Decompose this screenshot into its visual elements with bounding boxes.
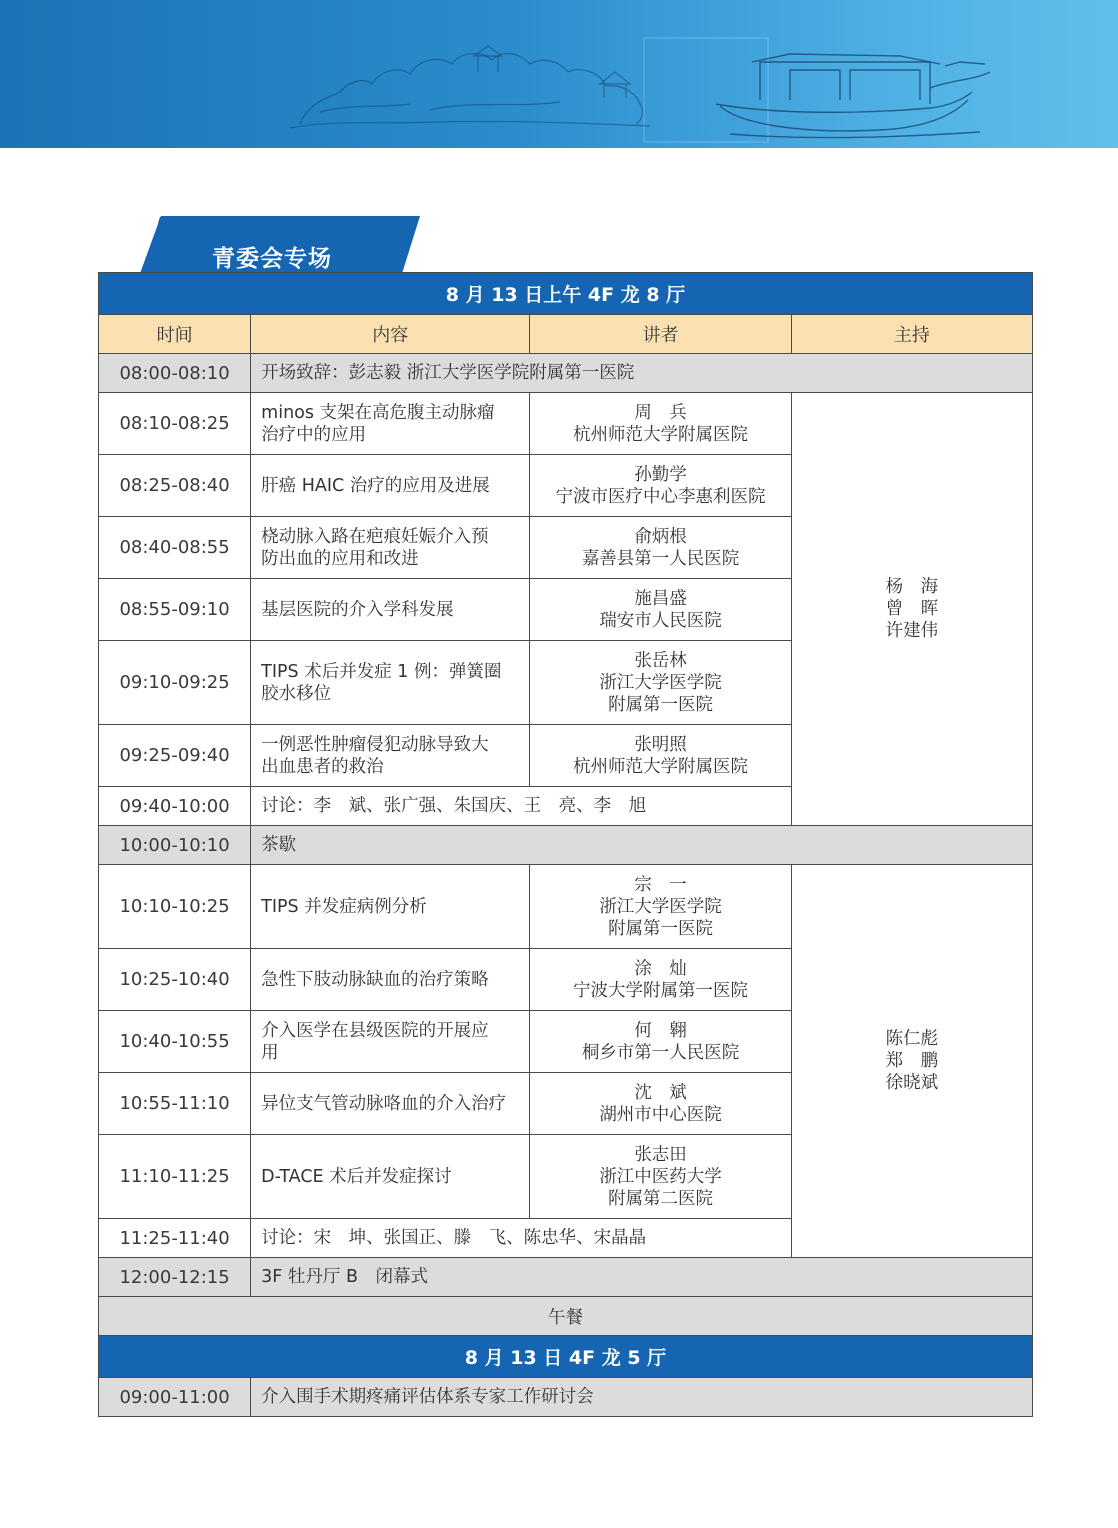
speaker-affiliation: 湖州市中心医院 (599, 1104, 722, 1125)
content-line: TIPS 并发症病例分析 (261, 896, 427, 917)
row-time: 09:00-11:00 (99, 1378, 251, 1417)
host-cell (791, 865, 1032, 1258)
content-line: 介入医学在县级医院的开展应 (261, 1020, 489, 1041)
content-line: minos 支架在高危腹主动脉瘤 (261, 402, 495, 423)
table-row (99, 1297, 1033, 1336)
row-time: 10:00-10:10 (99, 826, 251, 865)
column-header-time: 时间 (99, 315, 251, 354)
speaker-affiliation: 杭州师范大学附属医院 (573, 424, 749, 445)
row-content (251, 641, 530, 725)
content-line: 桡动脉入路在疤痕妊娠介入预 (261, 526, 489, 547)
session-header (99, 1336, 1033, 1378)
table-row (99, 865, 1033, 949)
row-speaker (530, 1135, 791, 1219)
content-line: D-TACE 术后并发症探讨 (261, 1166, 452, 1187)
row-time: 08:55-09:10 (99, 579, 251, 641)
speaker-name: 施昌盛 (634, 588, 687, 609)
column-header-row (99, 315, 1033, 354)
host-name: 杨 海 (885, 577, 939, 597)
row-time: 08:00-08:10 (99, 354, 251, 393)
host-name: 郑 鹏 (885, 1051, 939, 1071)
row-time: 09:10-09:25 (99, 641, 251, 725)
content-line: 用 (261, 1042, 279, 1063)
row-content (251, 725, 530, 787)
host-cell (791, 393, 1032, 826)
row-content (251, 865, 530, 949)
speaker-name: 俞炳根 (634, 526, 687, 547)
speaker-affiliation: 杭州师范大学附属医院 (573, 756, 749, 777)
row-content (251, 517, 530, 579)
row-time: 08:10-08:25 (99, 393, 251, 455)
content-line: 治疗中的应用 (261, 424, 367, 445)
row-content: 开场致辞：彭志毅 浙江大学医学院附属第一医院 (251, 354, 1033, 393)
speaker-affiliation: 附属第二医院 (608, 1188, 714, 1209)
row-speaker (530, 949, 791, 1011)
row-time: 09:25-09:40 (99, 725, 251, 787)
row-speaker (530, 725, 791, 787)
row-time: 11:25-11:40 (99, 1219, 251, 1258)
row-time: 10:25-10:40 (99, 949, 251, 1011)
row-time: 10:55-11:10 (99, 1073, 251, 1135)
column-header-host: 主持 (791, 315, 1032, 354)
speaker-affiliation: 附属第一医院 (608, 694, 714, 715)
row-speaker (530, 579, 791, 641)
content-line: TIPS 术后并发症 1 例：弹簧圈 (261, 661, 502, 682)
content-line: 基层医院的介入学科发展 (261, 599, 454, 620)
table-row (99, 826, 1033, 865)
speaker-name: 何 翱 (634, 1020, 687, 1041)
session-header (99, 273, 1033, 315)
host-name: 陈仁彪 (885, 1029, 939, 1049)
row-time: 12:00-12:15 (99, 1258, 251, 1297)
speaker-affiliation: 宁波大学附属第一医院 (573, 980, 749, 1001)
host-name: 徐晓斌 (885, 1073, 939, 1093)
table-row (99, 1258, 1033, 1297)
row-content (251, 1011, 530, 1073)
row-content (251, 393, 530, 455)
content-line: 防出血的应用和改进 (261, 548, 419, 569)
row-time: 11:10-11:25 (99, 1135, 251, 1219)
content-line: 一例恶性肿瘤侵犯动脉导致大 (261, 734, 489, 755)
speaker-name: 张明照 (634, 734, 687, 755)
content-line: 异位支气管动脉咯血的介入治疗 (261, 1093, 507, 1114)
row-time: 10:40-10:55 (99, 1011, 251, 1073)
speaker-affiliation: 浙江大学医学院 (599, 672, 722, 693)
row-content: 茶歇 (251, 826, 1033, 865)
row-speaker (530, 865, 791, 949)
content-line: 胶水移位 (261, 683, 332, 704)
content-line: 出血患者的救治 (261, 756, 384, 777)
content-line: 急性下肢动脉缺血的治疗策略 (261, 969, 489, 990)
speaker-affiliation: 瑞安市人民医院 (599, 610, 722, 631)
landscape-illustration (0, 0, 1118, 148)
section-title: 青委会专场 (212, 246, 332, 272)
row-speaker (530, 1011, 791, 1073)
header-banner (0, 0, 1118, 148)
speaker-name: 张志田 (634, 1144, 687, 1165)
session-header-text: 8 月 13 日 4F 龙 5 厅 (99, 1336, 1033, 1378)
column-header-content: 内容 (251, 315, 530, 354)
session-header-text: 8 月 13 日上午 4F 龙 8 厅 (99, 273, 1033, 315)
table-row (99, 1378, 1033, 1417)
row-content (251, 579, 530, 641)
schedule-table (98, 272, 1033, 1417)
row-time: 08:25-08:40 (99, 455, 251, 517)
row-content (251, 1135, 530, 1219)
speaker-affiliation: 桐乡市第一人民医院 (581, 1042, 740, 1063)
row-time: 09:40-10:00 (99, 787, 251, 826)
speaker-name: 宗 一 (634, 874, 687, 895)
row-content (251, 1073, 530, 1135)
speaker-name: 沈 斌 (634, 1082, 687, 1103)
speaker-name: 周 兵 (634, 402, 687, 423)
speaker-affiliation: 宁波市医疗中心李惠利医院 (555, 486, 766, 507)
speaker-affiliation: 浙江大学医学院 (599, 896, 722, 917)
content-line: 肝癌 HAIC 治疗的应用及进展 (261, 475, 490, 496)
row-speaker (530, 393, 791, 455)
speaker-affiliation: 嘉善县第一人民医院 (581, 548, 740, 569)
row-content (251, 455, 530, 517)
row-time: 08:40-08:55 (99, 517, 251, 579)
row-content: 3F 牡丹厅 B 闭幕式 (251, 1258, 1033, 1297)
speaker-affiliation: 附属第一医院 (608, 918, 714, 939)
row-content: 讨论：宋 坤、张国正、滕 飞、陈忠华、宋晶晶 (251, 1219, 792, 1258)
host-name: 许建伟 (885, 621, 939, 641)
host-name: 曾 晖 (885, 599, 939, 619)
row-speaker (530, 517, 791, 579)
speaker-name: 张岳林 (634, 650, 687, 671)
speaker-affiliation: 浙江中医药大学 (599, 1166, 722, 1187)
row-content: 介入围手术期疼痛评估体系专家工作研讨会 (251, 1378, 1033, 1417)
row-content: 讨论：李 斌、张广强、朱国庆、王 亮、李 旭 (251, 787, 792, 826)
table-row (99, 393, 1033, 455)
row-speaker (530, 455, 791, 517)
row-time: 10:10-10:25 (99, 865, 251, 949)
row-speaker (530, 1073, 791, 1135)
table-row (99, 354, 1033, 393)
column-header-speaker: 讲者 (530, 315, 791, 354)
row-speaker (530, 641, 791, 725)
speaker-name: 涂 灿 (634, 958, 687, 979)
row-content (251, 949, 530, 1011)
lunch-row: 午餐 (99, 1297, 1033, 1336)
speaker-name: 孙勤学 (634, 464, 687, 485)
